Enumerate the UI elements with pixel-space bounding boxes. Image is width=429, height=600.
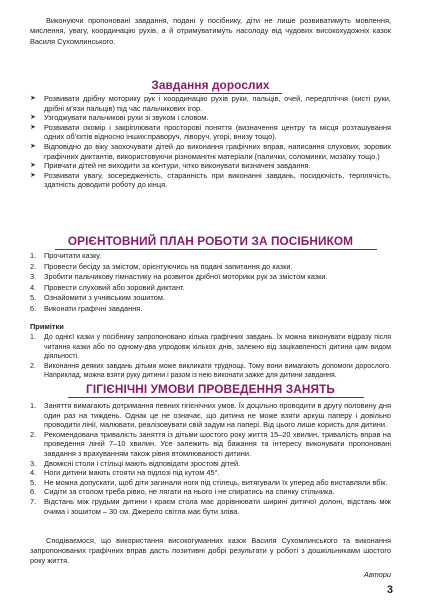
- list-item: ➤ Розвивати дрібну моторику рук і координацію рухів руки, пальців, очей, передпліччя (кисті руки, дрібні м’язи пальців) під час пальчикових ігор.: [30, 94, 391, 113]
- list-item: ➤ Розвивати увагу, зосередженість, старанність при виконанні завдань, посидючість, терплячість, здатність доводити роботу до кінця.: [30, 170, 391, 190]
- list-item: 1. До однієї казки у посібнику запропоновано кілька графічних завдань. Їх можна виконувати відразу після читання казки або по одному-два упродовж кількох днів, залежно від зацікавленості дитини цим видом діяльності.: [30, 334, 391, 361]
- chevron-right-icon: ➤: [30, 171, 36, 179]
- chevron-right-icon: ➤: [30, 142, 36, 150]
- intro-paragraph: Виконуючи пропоновані завдання, подані у посібнику, діти не лише розвиватимуть мовлення, мислення, увагу, координацію рухів, а й отримуватимуть насолоду від чудових високохудожніх казок Василя Сухомлинського.: [30, 16, 391, 46]
- list-item: 2. Провести бесіду за змістом, орієнтуючись на подані запитання до казки.: [30, 261, 293, 271]
- list-item: 4. Провести слуховий або зоровий диктант.: [30, 282, 185, 292]
- notes-title: Примітки: [30, 322, 64, 331]
- list-item: 3. Зробити пальчикову гімнастику на розвиток дрібної моторики рук за змістом казки.: [30, 272, 328, 282]
- plan-list: [30, 251, 391, 315]
- chevron-right-icon: ➤: [30, 162, 36, 170]
- plan-heading: ОРІЄНТОВНИЙ ПЛАН РОБОТИ ЗА ПОСІБНИКОМ: [67, 234, 354, 248]
- list-item: 6. Сидіти за столом треба рівно, не лягати на нього і не спиратись на спинку стільчика.: [30, 487, 335, 497]
- list-item: 5. Ознайомити з учнівським зошитом.: [30, 293, 165, 303]
- list-item: ➤ Відповідно до віку заохочувати дітей до виконання графічних вправ, написання слухових, зорових графічних диктантів, використовуючи різноманітні матеріали (палички, соломинки, мозаїку тощо.): [30, 141, 391, 161]
- hygiene-list: [30, 401, 391, 516]
- tasks-heading: Завдання дорослих: [151, 78, 270, 92]
- list-item: 5. Не можна допускати, щоб діти загинали ноги під стілець, витягували їх уперед або виставляли вбік.: [30, 477, 388, 487]
- hygiene-heading-rule: [68, 397, 364, 398]
- list-item: 6. Виконати графічні завдання.: [30, 303, 143, 313]
- hygiene-heading: ГІГІЄНІЧНІ УМОВИ ПРОВЕДЕННЯ ЗАНЯТЬ: [86, 382, 335, 396]
- authors-signature: Автори: [363, 570, 391, 579]
- notes-list: [30, 333, 391, 381]
- chevron-right-icon: ➤: [30, 95, 36, 102]
- list-item: ➤ Привчати дітей не виходити за контури, чітко виконувати визначені завдання.: [30, 161, 311, 171]
- list-item: 1. Заняття вимагають дотримання певних гігієнічних умов. Їх доцільно проводити в другу половину дня один раз на тиждень. Однак це не означає, що дитина не може взяти аркуш паперу і довільно проводити лінії, малювати, реалізовувати свій задум на папері. Від цього лише користь для дитини.: [30, 401, 391, 430]
- list-item: 1. Прочитати казку.: [30, 251, 102, 260]
- list-item: 2. Виконання деяких завдань дітьми може викликати труднощі. Тому вони вимагають допомоги дорослого. Наприклад, можна взяти руку дитини і разом із нею виконати зажке для дитини завдання.: [30, 362, 391, 380]
- plan-heading-rule: [55, 249, 377, 250]
- chevron-right-icon: ➤: [30, 114, 36, 122]
- page-number: 3: [386, 584, 393, 596]
- list-item: ➤ Розвивати окомір і закріплювати просторові поняття (визначення центру та місця розташування одних об’єктів відносно інших:праворуч, ліворуч, угорі, внизу тощо).: [30, 122, 391, 142]
- list-item: 3. Двомісні столи і стільці мають відповідати зростові дітей.: [30, 458, 241, 468]
- list-item: 7. Відстань між грудьми дитини і краєм стола має дорівнювати ширині дитячої долоні, відстань між очима і зошитом – 30 см. Джерело світла має бути зліва.: [30, 496, 391, 516]
- closing-paragraph: Сподіваємося, що використання високогуманних казок Василя Сухомлинського та виконання запропонованих графічних вправ дасть позитивні добрі результати у роботі з дошкільниками шостого року життя.: [30, 536, 391, 566]
- list-item: 4. Ноги дитини мають стояти на підлозі під кутом 45°.: [30, 468, 220, 478]
- tasks-list: [30, 94, 391, 190]
- list-item: 2. Рекомендована тривалість заняття із дітьми шостого року життя 15–20 хвилин, тривалість вправ на проведення ліній 7–10 хвилин. Усе залежить від бажання та інтересу виконувати пропоновані завдання з врахуванням також рівня втомлюваності дитини.: [30, 429, 391, 458]
- chevron-right-icon: ➤: [30, 123, 36, 131]
- list-item: ➤ Узгоджувати пальчикові рухи зі звуком і словом.: [30, 113, 209, 123]
